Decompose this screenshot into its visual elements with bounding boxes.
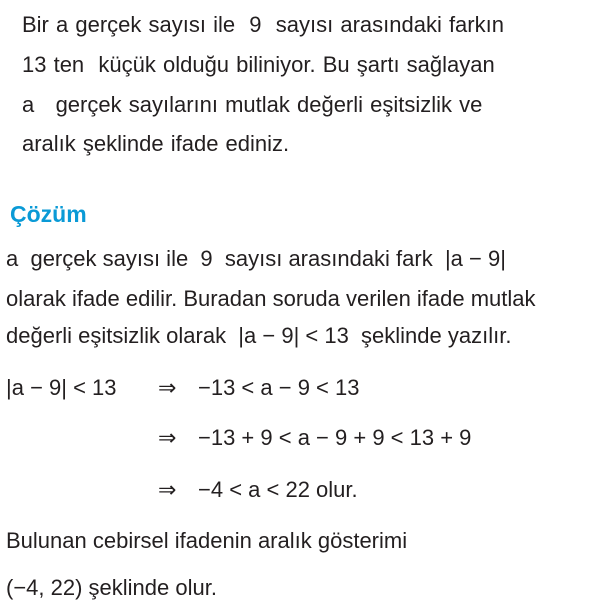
math-start-expression: |a − 9| < 13 bbox=[6, 375, 117, 400]
question-line-4: aralık şeklinde ifade ediniz. bbox=[22, 131, 290, 156]
implies-arrow-2: ⇒ bbox=[158, 425, 177, 450]
math-step-3: −4 < a < 22 olur. bbox=[198, 477, 358, 502]
math-step-2: −13 + 9 < a − 9 + 9 < 13 + 9 bbox=[198, 425, 472, 450]
conclusion-line-1: Bulunan cebirsel ifadenin aralık gösterimi bbox=[6, 528, 408, 553]
solution-line-2: olarak ifade edilir. Buradan soruda verilen ifade mutlak bbox=[6, 286, 536, 311]
implies-arrow-1: ⇒ bbox=[158, 375, 177, 400]
implies-arrow-3: ⇒ bbox=[158, 477, 177, 502]
math-step-1: −13 < a − 9 < 13 bbox=[198, 375, 360, 400]
conclusion-line-2: (−4, 22) şeklinde olur. bbox=[6, 575, 217, 600]
solution-line-1: a gerçek sayısı ile 9 sayısı arasındaki fark |a − 9| bbox=[6, 246, 506, 271]
solution-line-3: değerli eşitsizlik olarak |a − 9| < 13 şeklinde yazılır. bbox=[6, 323, 512, 348]
question-line-1: Bir a gerçek sayısı ile 9 sayısı arasındaki farkın bbox=[22, 12, 504, 37]
question-line-2: 13 ten küçük olduğu biliniyor. Bu şartı sağlayan bbox=[22, 52, 495, 77]
solution-heading: Çözüm bbox=[10, 201, 87, 227]
question-line-3: a gerçek sayılarını mutlak değerli eşitsizlik ve bbox=[22, 92, 483, 117]
